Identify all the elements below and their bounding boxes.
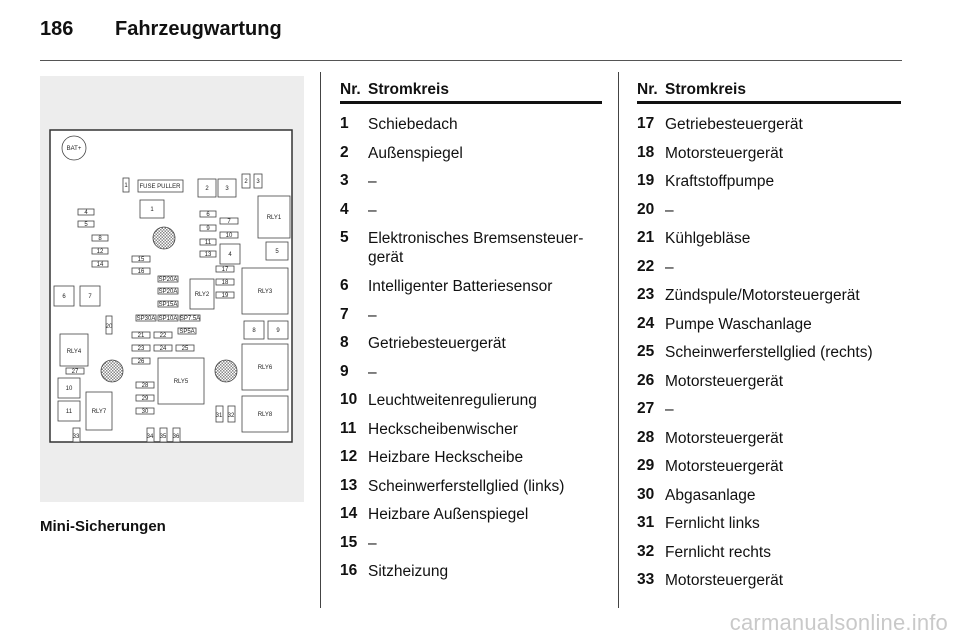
circuit-name	[368, 420, 518, 439]
fuse-number: 14	[340, 505, 358, 522]
table-row	[340, 133, 602, 162]
table-header	[637, 79, 901, 104]
fuse-label: 17	[221, 267, 229, 273]
circuit-name	[368, 277, 552, 296]
fuse-label: 3	[256, 179, 260, 185]
table-row	[637, 218, 901, 247]
table-row	[340, 466, 602, 495]
fuse-label: 20	[105, 324, 113, 330]
circuit-name	[665, 543, 771, 562]
col-circuit-header: Stromkreis	[368, 81, 449, 98]
fuse-label: 4	[228, 252, 232, 258]
table-row	[340, 266, 602, 295]
circuit-text: Kraftstoffpumpe	[665, 173, 775, 190]
fuse-label: SP5A	[179, 329, 195, 335]
relay-label: RLY5	[173, 379, 189, 385]
page-header	[40, 18, 282, 41]
table-row	[637, 418, 901, 447]
fuse-label: 5	[275, 249, 279, 255]
circuit-text: Motorsteuergerät	[665, 458, 784, 475]
fuse-puller-label: FUSE PULLER	[139, 184, 181, 190]
circuit-name	[665, 571, 783, 590]
fuse-label: 7	[88, 294, 92, 300]
circuit-text: Getriebesteuergerät	[368, 335, 506, 352]
circuit-name	[665, 372, 783, 391]
fuse-label: 24	[159, 346, 167, 352]
fuse-number: 27	[637, 400, 655, 417]
fuse-box-svg	[40, 76, 304, 502]
fuse-label: 28	[141, 383, 149, 389]
circuit-name	[368, 144, 463, 163]
fuse-label: 25	[181, 346, 189, 352]
table-row	[637, 133, 901, 162]
fuse-label: SP20A	[158, 289, 178, 295]
fuse-number: 26	[637, 371, 655, 389]
fuse-number: 9	[340, 362, 349, 380]
circuit-name	[368, 448, 523, 467]
circuit-text: Heckscheibenwischer	[368, 420, 518, 438]
watermark: carmanualsonline.info	[729, 610, 948, 635]
circuit-name	[368, 201, 377, 220]
circuit-name	[665, 343, 873, 362]
fuse-number: 18	[637, 143, 655, 161]
fuse-number: 13	[340, 476, 358, 494]
fuse-label: SP15A	[158, 302, 178, 308]
circuit-text: Zündspule/Motorsteuergerät	[665, 287, 860, 304]
figure-caption: Mini-Sicherungen	[40, 518, 166, 535]
fuse-label: 19	[221, 293, 229, 299]
fuse-label: 6	[62, 294, 66, 300]
fuse-number: 22	[637, 257, 655, 275]
relay-label: RLY8	[257, 412, 273, 418]
relay-label: RLY1	[266, 215, 282, 221]
table-row	[340, 104, 602, 133]
circuit-name	[368, 562, 448, 581]
circuit-text: Kühlgebläse	[665, 230, 751, 247]
circuit-text: Motorsteuergerät	[665, 572, 784, 589]
table-header	[340, 79, 602, 104]
circuit-text: Motorsteuergerät	[665, 372, 784, 390]
fuse-label: 14	[96, 262, 104, 268]
circuit-text: –	[665, 401, 674, 418]
fuse-label: 33	[72, 434, 80, 440]
circuit-name	[665, 201, 674, 220]
mounting-boss	[101, 360, 123, 382]
fuse-label: 16	[137, 269, 145, 275]
page-number: 186	[40, 18, 74, 40]
circuit-name	[665, 457, 783, 476]
circuit-text: Schiebedach	[368, 116, 458, 133]
fuse-label: 11	[204, 240, 212, 246]
table-row	[340, 494, 602, 523]
relay-label: RLY2	[194, 292, 210, 298]
fuse-label: 15	[137, 257, 145, 263]
fuse-label: 35	[159, 434, 167, 440]
fuse-number: 20	[637, 200, 655, 218]
bat-label: BAT+	[66, 146, 82, 152]
fuse-label: 3	[225, 186, 229, 192]
fuse-number: 29	[637, 457, 655, 474]
fuse-label: 8	[98, 236, 102, 242]
fuse-label: 22	[159, 333, 167, 339]
circuit-text: Motorsteuergerät	[665, 429, 784, 447]
fuse-label: 9	[276, 328, 280, 334]
table-row	[340, 409, 602, 438]
circuit-name	[665, 514, 760, 533]
fuse-number: 28	[637, 428, 655, 446]
circuit-text: Elektronisches Bremsensteuer-	[368, 230, 584, 247]
fuse-label: SP30A	[136, 316, 156, 322]
table-row	[340, 218, 602, 266]
table-row	[340, 161, 602, 190]
circuit-name	[665, 258, 674, 277]
circuit-name	[368, 229, 583, 267]
circuit-name	[368, 477, 564, 496]
fuse-number: 2	[340, 143, 349, 161]
circuit-text: Leuchtweitenregulierung	[368, 392, 537, 409]
fuse-label: 6	[206, 212, 210, 218]
circuit-text: –	[665, 258, 674, 276]
fuse-label: 9	[206, 226, 210, 232]
table-row	[637, 275, 901, 304]
table-row	[637, 361, 901, 390]
fuse-label: 7	[227, 219, 231, 225]
fuse-number: 25	[637, 343, 655, 360]
circuit-name	[368, 505, 528, 524]
fuse-number: 6	[340, 277, 349, 294]
circuit-text: Scheinwerferstellglied (links)	[368, 477, 565, 495]
table-row	[637, 389, 901, 418]
circuit-name	[665, 286, 860, 305]
circuit-name	[665, 229, 750, 248]
fuse-number: 19	[637, 172, 655, 189]
circuit-text: Fernlicht rechts	[665, 543, 771, 561]
fuse-label: 21	[137, 333, 145, 339]
mounting-boss	[215, 360, 237, 382]
fuse-number: 15	[340, 533, 358, 551]
fuse-number: 5	[340, 229, 349, 246]
fuse-number: 10	[340, 391, 358, 408]
table-row	[340, 323, 602, 352]
table-row	[637, 304, 901, 333]
fuse-label: 2	[244, 179, 248, 185]
fuse-label: 18	[221, 280, 229, 286]
circuit-name	[368, 172, 377, 191]
circuit-text-cont: gerät	[368, 249, 404, 266]
fuse-label: SP10A	[158, 316, 178, 322]
circuit-text: –	[368, 173, 377, 190]
table-row	[637, 532, 901, 561]
circuit-text: Außenspiegel	[368, 144, 463, 162]
relay-label: RLY3	[257, 289, 273, 295]
col-nr-header: Nr.	[340, 81, 361, 98]
fuse-label: 31	[215, 413, 223, 419]
table-row	[637, 247, 901, 276]
circuit-text: Heizbare Außenspiegel	[368, 506, 529, 523]
fuse-label: SP7.5A	[179, 316, 201, 322]
circuit-name	[665, 486, 756, 505]
fuse-label: 32	[227, 413, 235, 419]
fuse-number: 7	[340, 305, 349, 323]
circuit-name	[368, 534, 377, 553]
circuit-text: Intelligenter Batteriesensor	[368, 278, 553, 295]
table-row	[637, 190, 901, 219]
fuse-label: 29	[141, 396, 149, 402]
circuit-text: Motorsteuergerät	[665, 144, 784, 162]
fuse-number: 30	[637, 485, 655, 503]
fuse-label: 27	[71, 369, 79, 375]
table-row	[340, 551, 602, 580]
circuit-name	[368, 363, 377, 382]
table-row	[637, 446, 901, 475]
circuit-text: –	[368, 306, 377, 324]
fuse-number: 31	[637, 514, 655, 531]
fuse-number: 16	[340, 562, 358, 579]
fuse-table-right	[637, 79, 901, 589]
circuit-name	[665, 172, 774, 191]
fuse-number: 4	[340, 200, 349, 218]
col-circuit-header: Stromkreis	[665, 81, 746, 98]
fuse-label: 11	[65, 409, 73, 415]
fuse-label: 23	[137, 346, 145, 352]
circuit-text: Pumpe Waschanlage	[665, 315, 812, 333]
circuit-text: Heizbare Heckscheibe	[368, 449, 524, 466]
table-row	[637, 161, 901, 190]
circuit-text: Abgasanlage	[665, 486, 756, 504]
fuse-label: 36	[172, 434, 180, 440]
fuse-number: 12	[340, 448, 358, 465]
mounting-boss	[153, 227, 175, 249]
column-divider	[618, 72, 619, 608]
fuse-number: 23	[637, 286, 655, 303]
circuit-name	[368, 334, 506, 353]
fuse-number: 3	[340, 172, 349, 189]
header-rule	[40, 60, 902, 61]
fuse-label: 10	[65, 386, 73, 392]
circuit-text: –	[368, 201, 377, 219]
relay-label: RLY4	[66, 349, 82, 355]
fuse-box-diagram	[40, 76, 304, 502]
fuse-number: 17	[637, 115, 655, 132]
circuit-name	[665, 315, 812, 334]
circuit-name	[665, 429, 783, 448]
fuse-number: 21	[637, 229, 655, 246]
col-nr-header: Nr.	[637, 81, 658, 98]
fuse-label: 13	[204, 252, 212, 258]
table-row	[340, 352, 602, 381]
fuse-label: 4	[84, 210, 88, 216]
column-divider	[320, 72, 321, 608]
table-row	[340, 523, 602, 552]
fuse-number: 24	[637, 314, 655, 332]
fuse-number: 32	[637, 542, 655, 560]
table-row	[340, 295, 602, 324]
relay-label: RLY7	[91, 409, 107, 415]
table-row	[340, 437, 602, 466]
table-row	[340, 380, 602, 409]
fuse-number: 11	[340, 419, 357, 437]
fuse-label: 8	[252, 328, 256, 334]
relay-label: RLY6	[257, 365, 273, 371]
fuse-label: 26	[137, 359, 145, 365]
circuit-text: Getriebesteuergerät	[665, 116, 803, 133]
table-row	[637, 104, 901, 133]
fuse-label: 5	[84, 222, 88, 228]
fuse-table-left	[340, 79, 602, 580]
circuit-text: –	[368, 363, 377, 381]
fuse-label: 30	[141, 409, 149, 415]
fuse-number: 1	[340, 115, 349, 132]
page-title: Fahrzeugwartung	[115, 18, 282, 40]
circuit-text: –	[368, 534, 377, 552]
fuse-label: 2	[205, 186, 209, 192]
fuse-number: 8	[340, 334, 349, 351]
circuit-name	[368, 391, 537, 410]
circuit-name	[665, 115, 803, 134]
fuse-number: 33	[637, 571, 655, 588]
fuse-label: 1	[150, 207, 154, 213]
circuit-name	[665, 144, 783, 163]
circuit-name	[368, 306, 377, 325]
circuit-text: –	[665, 201, 674, 219]
fuse-label: SP20A	[158, 277, 178, 283]
fuse-label: 1	[124, 183, 128, 189]
circuit-text: Sitzheizung	[368, 563, 449, 580]
table-row	[637, 332, 901, 361]
circuit-name	[665, 400, 674, 419]
table-row	[637, 503, 901, 532]
fuse-label: 12	[96, 249, 104, 255]
fuse-label: 34	[146, 434, 154, 440]
circuit-text: Fernlicht links	[665, 515, 760, 532]
circuit-name	[368, 115, 458, 134]
table-row	[637, 475, 901, 504]
fuse-label: 10	[225, 233, 233, 239]
circuit-text: Scheinwerferstellglied (rechts)	[665, 344, 873, 361]
table-row	[340, 190, 602, 219]
table-row	[637, 560, 901, 589]
